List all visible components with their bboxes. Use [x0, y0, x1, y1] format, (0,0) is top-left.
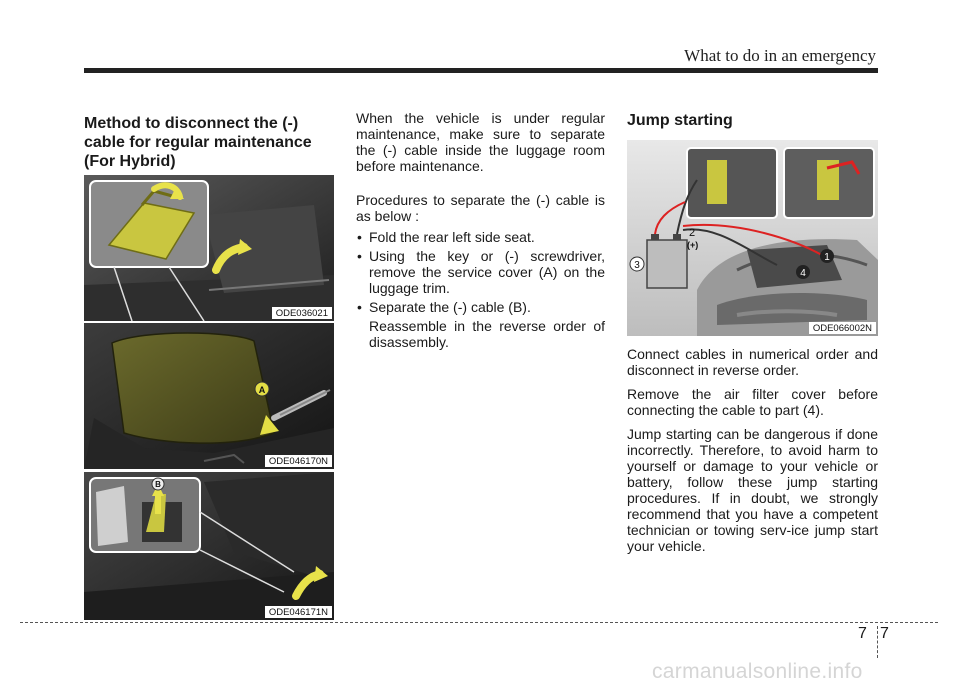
procedure-intro: Procedures to separate the (-) cable is as below : [356, 192, 605, 224]
negative-cable-image [84, 472, 334, 620]
rear-seat-illustration [84, 175, 334, 321]
chapter-number: 7 [858, 625, 867, 642]
image-code: ODE046171N [265, 606, 332, 618]
page-divider [877, 626, 878, 658]
footer-rule [20, 622, 938, 623]
section-header-title: What to do in an emergency [684, 46, 876, 65]
intro-paragraph: When the vehicle is under regular maintenance, make sure to separate the (-) cable inside the luggage room before maintenance. [356, 110, 605, 174]
callout-2: 2 [689, 227, 696, 239]
procedure-step: • Fold the rear left side seat. [356, 229, 605, 245]
rear-seat-fold-image [84, 175, 334, 321]
negative-cable-illustration [84, 472, 334, 620]
procedure-steps [356, 229, 605, 315]
callout-a: A [258, 385, 266, 395]
jump-start-image [627, 140, 878, 336]
watermark: carmanualsonline.info [652, 660, 863, 683]
jump-start-illustration [627, 140, 878, 336]
reassemble-note: Reassemble in the reverse order of disassembly. [369, 318, 605, 350]
jump-starting-text [627, 346, 878, 562]
jump-starting-title: Jump starting [627, 112, 733, 129]
callout-plus: (+) [687, 240, 699, 250]
image-code: ODE036021 [272, 307, 332, 319]
jump-paragraph: Jump starting can be dangerous if done incorrectly. Therefore, to avoid harm to yourself or damage to your vehicle or battery, follow these jump starting procedures. If in doubt, we strongly recommend that you have a competent technician or towing serv-ice jump start your vehicle. [627, 426, 878, 554]
disconnect-instructions [356, 110, 605, 350]
callout-3: 3 [634, 260, 640, 271]
service-cover-image [84, 323, 334, 469]
service-cover-illustration [84, 323, 334, 469]
callout-1: 1 [824, 252, 830, 263]
page-number: 7 [880, 625, 889, 642]
jump-paragraph: Remove the air filter cover before connecting the cable to part (4). [627, 386, 878, 418]
image-code: ODE066002N [809, 322, 876, 334]
callout-4: 4 [800, 268, 806, 279]
disconnect-section-title: Method to disconnect the (-) cable for regular maintenance (For Hybrid) [84, 115, 312, 170]
jump-paragraph: Connect cables in numerical order and disconnect in reverse order. [627, 346, 878, 378]
header-rule [84, 68, 878, 73]
image-code: ODE046170N [265, 455, 332, 467]
procedure-step: • Separate the (-) cable (B). [356, 299, 605, 315]
procedure-step: • Using the key or (-) screwdriver, remove the service cover (A) on the luggage trim. [356, 248, 605, 296]
callout-b: B [155, 480, 161, 489]
